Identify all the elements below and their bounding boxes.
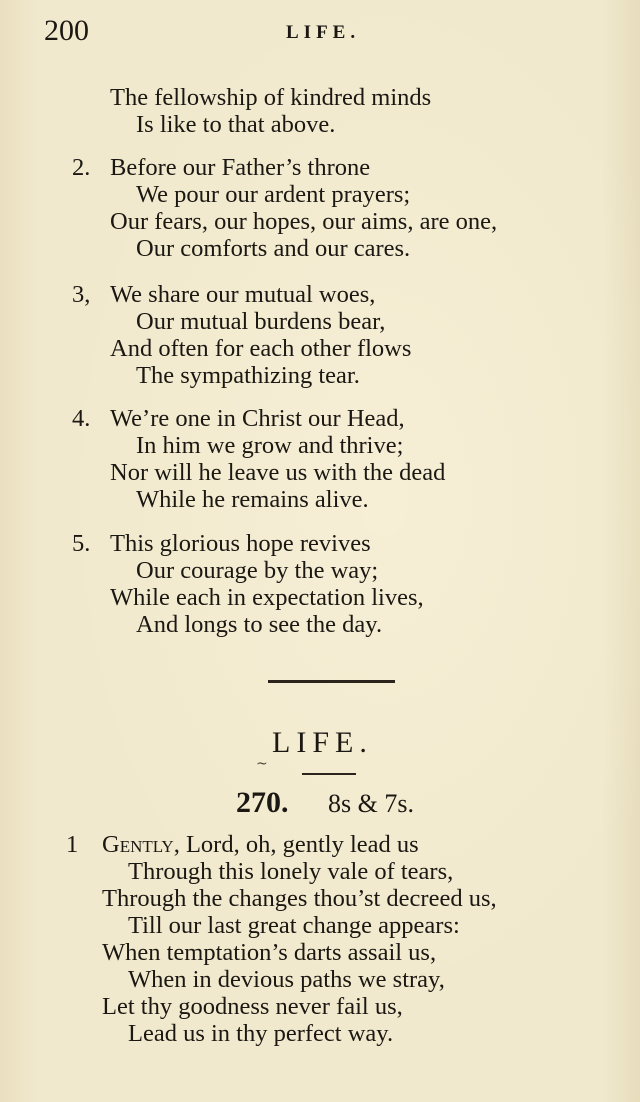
- stanza-number: 3,: [72, 281, 91, 308]
- verse-line: Let thy goodness never fail us,: [102, 993, 403, 1020]
- verse-line: Our courage by the way;: [136, 557, 379, 584]
- verse-line: When temptation’s darts assail us,: [102, 939, 437, 966]
- stanza-number: 5.: [72, 530, 91, 557]
- verse-line: The fellowship of kindred minds: [110, 84, 432, 111]
- stanza-number: 4.: [72, 405, 91, 432]
- verse-line: Before our Father’s throne: [110, 154, 371, 181]
- title-underline: [302, 773, 356, 775]
- verse-line: Our comforts and our cares.: [136, 235, 411, 262]
- section-title: LIFE.: [272, 726, 373, 759]
- page-number: 200: [44, 14, 89, 47]
- verse-line: We pour our ardent prayers;: [136, 181, 411, 208]
- verse-line: Nor will he leave us with the dead: [110, 459, 446, 486]
- first-word: Gently,: [102, 831, 180, 858]
- ornament-flourish: ~: [256, 756, 268, 772]
- verse-line: Through this lonely vale of tears,: [128, 858, 454, 885]
- verse-line: Through the changes thou’st decreed us,: [102, 885, 497, 912]
- verse-line: The sympathizing tear.: [136, 362, 360, 389]
- verse-line: This glorious hope revives: [110, 530, 371, 557]
- verse-line: While he remains alive.: [136, 486, 369, 513]
- verse-line: We share our mutual woes,: [110, 281, 376, 308]
- verse-line: Is like to that above.: [136, 111, 336, 138]
- running-head: LIFE.: [286, 22, 361, 43]
- verse-line: And often for each other flows: [110, 335, 412, 362]
- verse-line-first: [102, 831, 419, 858]
- verse-line: Our fears, our hopes, our aims, are one,: [110, 208, 498, 235]
- verse-line: Our mutual burdens bear,: [136, 308, 386, 335]
- verse-line: Lead us in thy perfect way.: [128, 1020, 394, 1047]
- verse-line: When in devious paths we stray,: [128, 966, 445, 993]
- first-line-rest: Lord, oh, gently lead us: [185, 831, 419, 858]
- stanza-number: 1: [66, 831, 79, 858]
- hymn-meter: 8s & 7s.: [328, 789, 414, 818]
- hymn-number: 270.: [236, 786, 289, 819]
- section-divider: [268, 680, 395, 683]
- verse-line: In him we grow and thrive;: [136, 432, 404, 459]
- stanza-number: 2.: [72, 154, 91, 181]
- verse-line: While each in expectation lives,: [110, 584, 424, 611]
- verse-line: And longs to see the day.: [136, 611, 383, 638]
- verse-line: Till our last great change appears:: [128, 912, 460, 939]
- verse-line: We’re one in Christ our Head,: [110, 405, 405, 432]
